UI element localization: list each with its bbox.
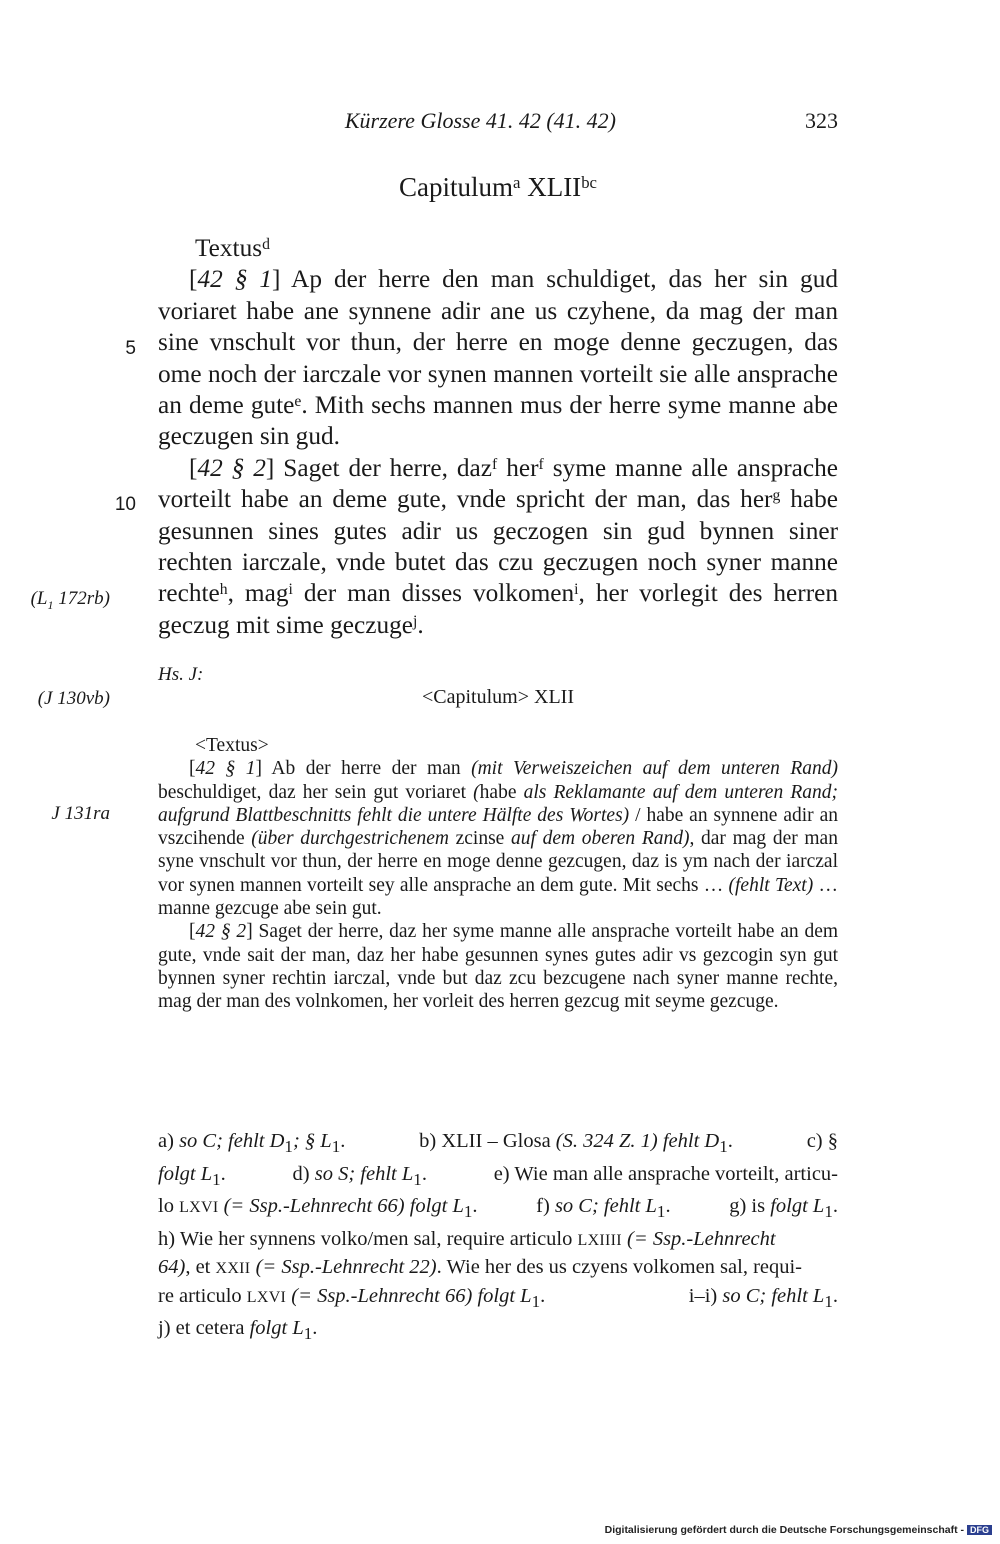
footnote-g: g) is folgt $L_1$. (729, 1195, 838, 1222)
main-text (158, 233, 838, 641)
margin-note-j-130vb: (J 130vb) (37, 688, 110, 709)
dfg-logo: DFG (967, 1525, 992, 1535)
note-mark-j: j (412, 612, 418, 630)
footnotes (158, 1128, 838, 1348)
footnote-line (158, 1161, 838, 1194)
note-mark-bc: bc (581, 173, 597, 193)
hs-j-section-42-1: [42 § 1] Ab der herre der man (mit Verweiszeichen auf dem unteren Rand) beschuldiget, daz her sein gut voriaret (habe als Reklamante auf dem unteren Rand; aufgrund Blattbeschnitts fehlt die untere Hälfte des Wortes) / habe an synnene adir an vszcihende (über durchgestrichenem zcinse auf dem oberen Rand), dar mag der man syne vnschult vor thun, der herre en moge denne gezcugen, daz is ym nach der iarczal vor synen mannen vorteilt sey alle ansprache an dem gute. Mit sechs … (fehlt Text) … manne gezcuge abe sein gut. (158, 758, 839, 920)
line-number-5: 5 (125, 338, 136, 359)
textus-label: Textus$^d$ (195, 234, 270, 262)
line-number-10: 10 (114, 494, 136, 515)
footnote-line (158, 1193, 838, 1226)
chapter-heading (158, 172, 838, 203)
note-mark-f: f (492, 455, 498, 473)
margin-note-l1-subscript: 1 (47, 597, 54, 612)
margin-note-j-131ra: J 131ra (51, 803, 110, 824)
footnote-h-end: re articulo LXVI (= Ssp.-Lehnrecht 66) folgt $L_1$. (158, 1284, 546, 1311)
footnote-line (158, 1283, 838, 1316)
section-ref: 42 § 1 (195, 758, 256, 780)
footnote-line (158, 1128, 838, 1161)
hs-j-textus: <Textus> (195, 735, 269, 756)
chapter-word: Capitulum (399, 172, 514, 202)
section-ref: 42 § 2 (195, 921, 247, 943)
page-number: 323 (805, 108, 838, 133)
footnote-c: c) § (806, 1130, 838, 1152)
note-mark-e: e (294, 392, 302, 410)
section-42-1: [42 § 1] Ap der herre den man schuldiget, das her sin gud voriaret habe ane synnene adir ane us czyhene, da mag der man sine vnschult vor thun, der herre en moge denne geczugen, das ome noch der iarczale vor synen mannen vorteilt sie alle ansprache an deme gute$^e$. Mith sechs mannen mus der herre syme manne abe geczugen sin gud. (158, 265, 838, 451)
footnote-e: e) Wie man alle ansprache vorteilt, articu- (493, 1162, 838, 1185)
footnote-b: b) XLII – Glosa (S. 324 Z. 1) fehlt $D_1$. (419, 1130, 733, 1157)
funding-credit: Digitalisierung gefördert durch die Deutsche Forschungsgemeinschaft - DFG (605, 1524, 992, 1536)
hs-j-text (158, 734, 838, 1014)
note-mark-g: g (772, 487, 781, 505)
hs-j-heading: <Capitulum> XLII (422, 686, 574, 708)
footnote-h-cont: 64), et XXII (= Ssp.-Lehnrecht 22). Wie her des us czyens volkomen sal, requi- (158, 1256, 803, 1279)
hs-j-section-42-2: [42 § 2] Saget der herre, daz her syme manne alle ansprache vorteilt habe an dem gute, vnde sait der man, daz her habe gesunnen synes gutes adir vs gezcogin syn gut bynnen syner rechtin iarczal, vnde but daz zcu bezcugene nach syner manne rechte, mag der man des volnkomen, her vorleit des herren gezcug mit seyme gezcuge. (158, 921, 839, 1013)
footnote-h: h) Wie her synnens volko/men sal, require articulo LXIIII (= Ssp.-Lehnrecht (158, 1227, 776, 1250)
section-42-2: [42 § 2] Saget der herre, daz$^f$ her$^f$ syme manne alle ansprache vorteilt habe an deme gute, vnde spricht der man, das her$^g$ habe gesunnen sines gutes adir us geczogen sin gud bynnen siner rechten iarczale, vnde butet das czu geczugen noch syner manne rechte$^h$, mag$^i$ der man disses volkomen$^i$, her vorlegit des herren geczug mit sime geczuge$^j$. (158, 453, 838, 639)
note-mark-a: a (513, 173, 521, 193)
margin-note-l1-172rb: ($L_1$ 172rb) (30, 588, 110, 612)
footnote-j: j) et cetera folgt $L_1$. (158, 1317, 318, 1344)
footnote-c-cont: folgt $L_1$. (158, 1162, 226, 1189)
section-ref: 42 § 2 (197, 453, 266, 482)
hs-j-label: Hs. J: (158, 664, 204, 685)
footnote-e-cont: lo LXVI (= Ssp.-Lehnrecht 66) folgt $L_1$. (158, 1195, 478, 1222)
note-mark-f: f (538, 455, 544, 473)
chapter-numeral: XLII (527, 172, 582, 202)
footnote-f: f) so C; fehlt $L_1$. (536, 1195, 671, 1222)
footnote-i: i–i) so C; fehlt $L_1$. (688, 1284, 838, 1311)
section-ref: 42 § 1 (197, 265, 273, 294)
note-mark-i: i (288, 581, 293, 599)
footnote-d: d) so S; fehlt $L_1$. (292, 1162, 427, 1189)
note-mark-h: h (219, 581, 228, 599)
running-title: Kürzere Glosse 41. 42 (41. 42) (344, 108, 616, 133)
note-mark-d: d (262, 235, 270, 253)
footnote-a: a) so C; fehlt $D_1$; § $L_1$. (158, 1130, 346, 1157)
note-mark-i: i (574, 581, 579, 599)
